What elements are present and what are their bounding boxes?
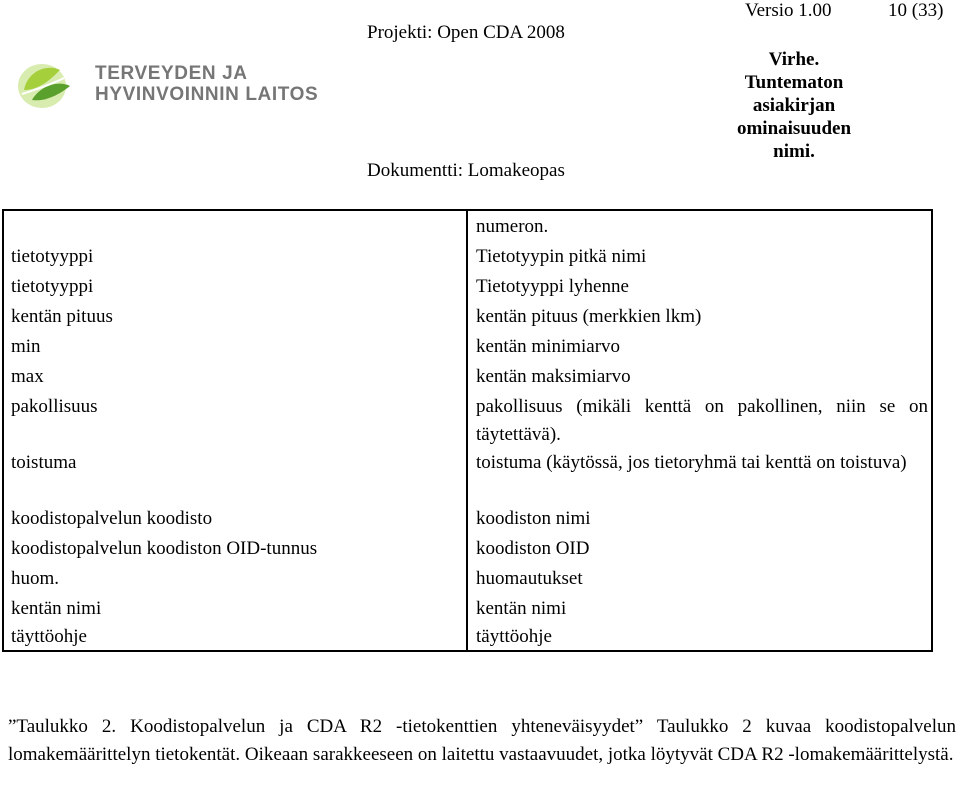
cda-description-cell: numeron.: [476, 216, 549, 237]
field-name-cell: koodistopalvelun koodisto: [11, 508, 213, 529]
field-name-cell: min: [11, 336, 41, 357]
cda-description-cell: kentän minimiarvo: [476, 336, 621, 357]
error-line: Virhe.: [768, 49, 820, 70]
table-caption-paragraph: ”Taulukko 2. Koodistopalvelun ja CDA R2 -tietokenttien yhteneväisyydet” Taulukko 2 kuvaa koodistopalvelun lomakemäärittelyn tietokentät. Oikeaan sarakkeeseen on laitettu vastaavuudet, jotka löytyvät CDA R2 -lomakemäärittelystä.: [8, 716, 956, 765]
cda-description-cell: täyttöohje: [476, 626, 552, 647]
field-name-cell: tietotyyppi: [11, 276, 94, 297]
field-name-cell: huom.: [11, 568, 60, 589]
logo-line-1: TERVEYDEN JA: [95, 63, 248, 84]
cda-description-cell: Tietotyypin pitkä nimi: [476, 246, 647, 267]
cda-description-cell: toistuma (käytössä, jos tietoryhmä tai kenttä on toistuva): [476, 452, 907, 473]
error-line: asiakirjan: [752, 95, 836, 116]
header-page-number: 10 (33): [888, 0, 944, 21]
cda-description-cell: kentän pituus (merkkien lkm): [476, 306, 702, 327]
field-name-cell: täyttöohje: [11, 626, 87, 647]
cda-description-cell: huomautukset: [476, 568, 583, 589]
field-name-cell: kentän pituus: [11, 306, 113, 327]
field-name-cell: toistuma: [11, 452, 77, 473]
field-name-cell: kentän nimi: [11, 598, 102, 619]
field-name-cell: koodistopalvelun koodiston OID-tunnus: [11, 538, 318, 559]
cda-description-cell: koodiston nimi: [476, 508, 591, 529]
header-error-message: [727, 48, 861, 163]
cda-description-cell: Tietotyyppi lyhenne: [476, 276, 629, 297]
header-document: Dokumentti: Lomakeopas: [367, 160, 565, 181]
header-version: Versio 1.00: [745, 0, 832, 21]
thl-leaf-icon: [14, 56, 94, 114]
field-name-cell: tietotyyppi: [11, 246, 94, 267]
cda-description-cell: kentän maksimiarvo: [476, 366, 631, 387]
field-name-cell: pakollisuus: [11, 396, 98, 417]
cda-description-cell: kentän nimi: [476, 598, 567, 619]
header-project: Projekti: Open CDA 2008: [367, 22, 565, 43]
error-line: ominaisuuden: [736, 118, 852, 139]
error-line: nimi.: [773, 141, 815, 162]
error-line: Tuntematon: [744, 72, 844, 93]
thl-logo-text: [95, 63, 318, 105]
field-name-cell: max: [11, 366, 44, 387]
cda-description-cell: koodiston OID: [476, 538, 590, 559]
cda-description-cell: pakollisuus (mikäli kenttä on pakollinen, niin se on täytettävä).: [476, 396, 928, 445]
table-column-divider: [466, 209, 468, 652]
logo-line-2: HYVINVOINNIN LAITOS: [95, 84, 319, 105]
